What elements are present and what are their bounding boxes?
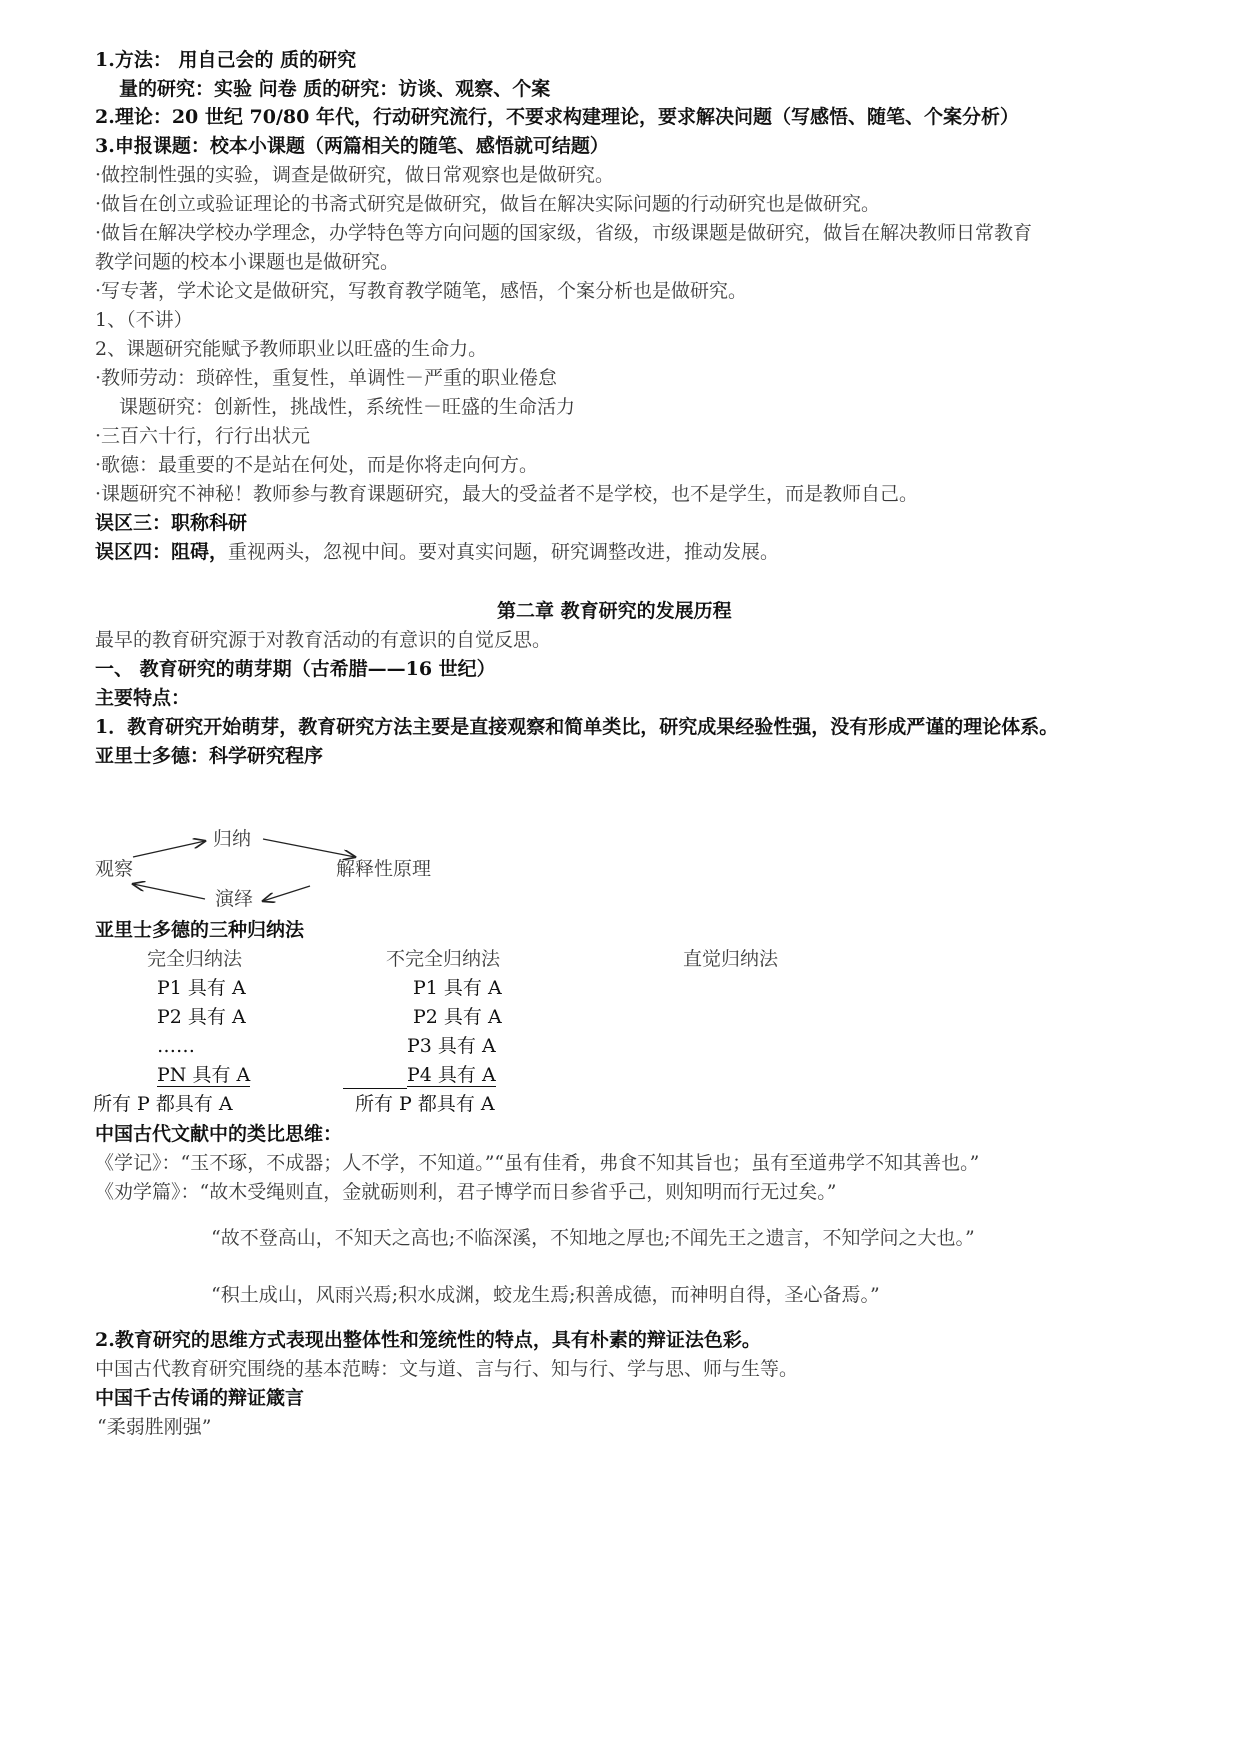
complete-row: P2 具有 A — [157, 1006, 246, 1028]
arrow-observation-to-induction — [133, 841, 205, 857]
categories-line: 中国古代教育研究围绕的基本范畴：文与道、言与行、知与行、学与思、师与生等。 — [95, 1358, 799, 1380]
arrow-induction-to-principle — [263, 839, 355, 857]
diagram-deduction: 演绎 — [215, 888, 254, 910]
bullet-item: ·做旨在创立或验证理论的书斋式研究是做研究，做旨在解决实际问题的行动研究也是做研究。 — [95, 193, 881, 215]
complete-row: …… — [157, 1035, 195, 1057]
aristotle-procedure: 亚里士多德：科学研究程序 — [95, 745, 324, 767]
diagram-induction: 归纳 — [213, 828, 252, 850]
misconception-4-label: 误区四：阻碍， — [95, 541, 229, 563]
numbered-item: 2、课题研究能赋予教师职业以旺盛的生命力。 — [95, 338, 488, 360]
incomplete-row-underlined — [343, 1062, 496, 1089]
quote-xueji: 《学记》：“玉不琢，不成器；人不学，不知道。”“虽有佳肴，弗食不知其旨也；虽有至道弗学不知其善也。” — [95, 1152, 980, 1174]
feature-1: 1．教育研究开始萌芽，教育研究方法主要是直接观察和简单类比，研究成果经验性强，没有形成严谨的理论体系。 — [95, 716, 1059, 738]
bullet-item: ·做控制性强的实验，调查是做研究，做日常观察也是做研究。 — [95, 164, 615, 186]
diagram-observation: 观察 — [95, 858, 134, 880]
apply-project-heading: 3.申报课题：校本小课题（两篇相关的随笔、感悟就可结题） — [95, 135, 609, 157]
bullet-item: ·做旨在解决学校办学理念，办学特色等方向问题的国家级，省级，市级课题是做研究，做旨在解决教师日常教育 — [95, 222, 1033, 244]
complete-row-last: PN 具有 A — [157, 1064, 251, 1086]
quote-jitu: “积土成山，风雨兴焉;积水成渊，蛟龙生焉;积善成德，而神明自得，圣心备焉。” — [211, 1284, 880, 1306]
analogy-heading: 中国古代文献中的类比思维： — [95, 1123, 343, 1145]
bullet-item-continuation: 教学问题的校本小课题也是做研究。 — [95, 251, 400, 273]
complete-conclusion: 所有 P 都具有 A — [93, 1093, 233, 1115]
method-incomplete-title: 不完全归纳法 — [386, 948, 501, 970]
bullet-item: ·歌德：最重要的不是站在何处，而是你将走向何方。 — [95, 454, 539, 476]
dialectic-heading: 中国千古传诵的辩证箴言 — [95, 1387, 305, 1409]
main-features-label: 主要特点： — [95, 687, 191, 709]
misconception-3: 误区三：职称科研 — [95, 512, 248, 534]
incomplete-conclusion: 所有 P 都具有 A — [355, 1093, 495, 1115]
theory-heading: 2.理论：20 世纪 70/80 年代，行动研究流行，不要求构建理论，要求解决问题（写感悟、随笔、个案分析） — [95, 106, 1019, 128]
dialectic-quote: “柔弱胜刚强” — [97, 1416, 212, 1438]
complete-row: P1 具有 A — [157, 977, 246, 999]
incomplete-row: P3 具有 A — [407, 1035, 496, 1057]
bullet-item: ·三百六十行，行行出状元 — [95, 425, 311, 447]
numbered-item: 1、（不讲） — [95, 309, 193, 331]
underline-gap — [343, 1068, 407, 1089]
section-heading: 一、 教育研究的萌芽期（古希腊——16 世纪） — [95, 658, 496, 680]
incomplete-row-last: P4 具有 A — [407, 1064, 496, 1086]
arrow-deduction-to-observation — [133, 884, 205, 899]
arrow-principle-to-deduction — [263, 886, 310, 901]
feature-2: 2.教育研究的思维方式表现出整体性和笼统性的特点，具有朴素的辩证法色彩。 — [95, 1329, 761, 1351]
method-intuitive-title: 直觉归纳法 — [683, 948, 779, 970]
three-methods-heading: 亚里士多德的三种归纳法 — [95, 919, 305, 941]
quote-gaoshan: “故不登高山，不知天之高也;不临深溪，不知地之厚也;不闻先王之遗言，不知学问之大也。” — [211, 1227, 975, 1249]
misconception-4-text: 重视两头，忽视中间。要对真实问题，研究调整改进，推动发展。 — [228, 541, 780, 563]
quote-quanxue: 《劝学篇》：“故木受绳则直，金就砺则利，君子博学而日参省乎己，则知明而行无过矣。” — [95, 1181, 837, 1203]
chapter-title: 第二章 教育研究的发展历程 — [497, 600, 732, 622]
method-heading: 1.方法： 用自己会的 质的研究 — [95, 49, 357, 71]
diagram-principle: 解释性原理 — [336, 858, 432, 880]
bullet-item: ·课题研究不神秘！教师参与教育课题研究，最大的受益者不是学校，也不是学生，而是教师自己。 — [95, 483, 919, 505]
complete-row-underlined — [93, 1062, 257, 1088]
bullet-item-continuation: 课题研究：创新性，挑战性，系统性－旺盛的生命活力 — [119, 396, 576, 418]
bullet-item: ·教师劳动：琐碎性，重复性，单调性－严重的职业倦怠 — [95, 367, 558, 389]
incomplete-row: P1 具有 A — [413, 977, 502, 999]
research-types: 量的研究：实验 问卷 质的研究：访谈、观察、个案 — [119, 78, 551, 100]
bullet-item: ·写专著，学术论文是做研究，写教育教学随笔，感悟，个案分析也是做研究。 — [95, 280, 748, 302]
method-complete-title: 完全归纳法 — [147, 948, 243, 970]
chapter-intro: 最早的教育研究源于对教育活动的有意识的自觉反思。 — [95, 629, 552, 651]
incomplete-row: P2 具有 A — [413, 1006, 502, 1028]
